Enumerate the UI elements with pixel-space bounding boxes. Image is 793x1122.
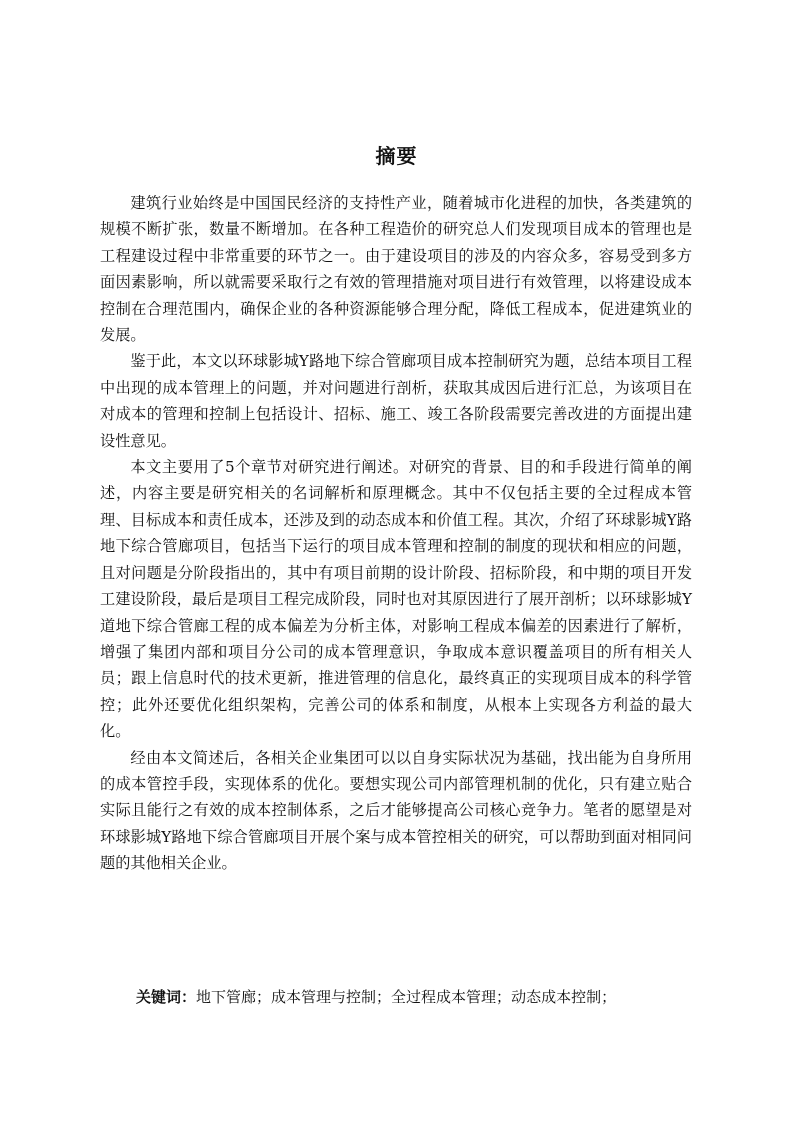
keyword-item: 成本管理与控制； [271, 988, 392, 1006]
keyword-item: 地下管廊； [196, 988, 272, 1006]
abstract-paragraph-2: 鉴于此，本文以环球影城Y路地下综合管廊项目成本控制研究为题，总结本项目工程中出现的成本管理上的问题，并对问题进行剖析，获取其成因后进行汇总，为该项目在对成本的管理和控制上包括设计、招标、施工、竣工各阶段需要完善改进的方面提出建设性意见。 [100, 352, 692, 450]
abstract-paragraph-3: 本文主要用了5个章节对研究进行阐述。对研究的背景、目的和手段进行简单的阐述，内容主要是研究相关的名词解析和原理概念。其中不仅包括主要的全过程成本管理、目标成本和责任成本，还涉及到的动态成本和价值工程。其次，介绍了环球影城Y路地下综合管廊项目，包括当下运行的项目成本管理和控制的制度的现状和相应的问题，且对问题是分阶段指出的，其中有项目前期的设计阶段、招标阶段，和中期的项目开发工建设阶段，最后是项目工程完成阶段，同时也对其原因进行了展开剖析；以环球影城Y道地下综合管廊工程的成本偏差为分析主体，对影响工程成本偏差的因素进行了解析，增强了集团内部和项目分公司的成本管理意识，争取成本意识覆盖项目的所有相关人员；跟上信息时代的技术更新，推进管理的信息化，最终真正的实现项目成本的科学管控；此外还要优化组织架构，完善公司的体系和制度，从根本上实现各方利益的最大化。 [100, 458, 692, 741]
keyword-item: 全过程成本管理； [391, 988, 512, 1006]
abstract-paragraph-1: 建筑行业始终是中国国民经济的支持性产业，随着城市化进程的加快，各类建筑的规模不断扩张，数量不断增加。在各种工程造价的研究总人们发现项目成本的管理也是工程建设过程中非常重要的环节之一。由于建设项目的涉及的内容众多，容易受到多方面因素影响，所以就需要采取行之有效的管理措施对项目进行有效管理，以将建设成本控制在合理范围内，确保企业的各种资源能够合理分配，降低工程成本，促进建筑业的发展。 [100, 194, 692, 345]
keywords-line [136, 986, 696, 1008]
abstract-paragraph-4: 经由本文简述后，各相关企业集团可以以自身实际状况为基础，找出能为自身所用的成本管控手段，实现体系的优化。要想实现公司内部管理机制的优化，只有建立贴合实际且能行之有效的成本控制体系，之后才能够提高公司核心竞争力。笔者的愿望是对环球影城Y路地下综合管廊项目开展个案与成本管控相关的研究，可以帮助到面对相同问题的其他相关企业。 [100, 748, 692, 873]
keyword-item: 动态成本控制； [511, 988, 617, 1006]
keywords-list [196, 988, 616, 1006]
keywords-label: 关键词： [136, 988, 197, 1006]
abstract-body [100, 190, 692, 877]
abstract-title: 摘要 [375, 144, 418, 168]
